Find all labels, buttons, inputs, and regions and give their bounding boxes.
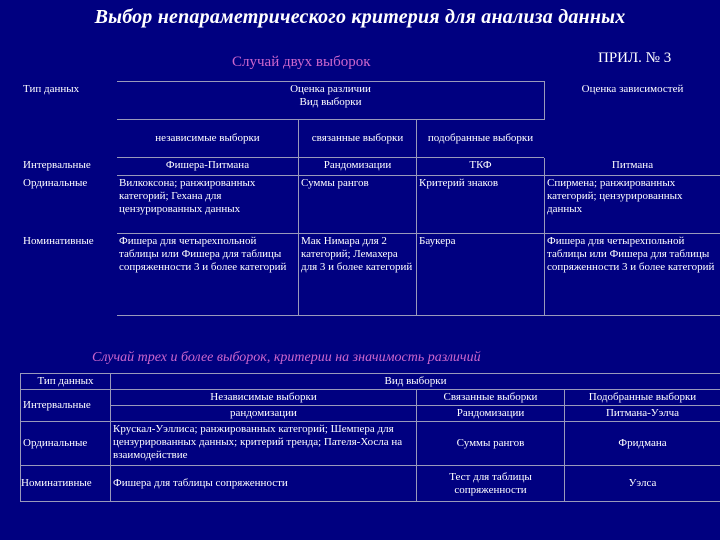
cell-matched: Критерий знаков	[417, 176, 545, 234]
header-independent: Независимые выборки	[111, 390, 417, 406]
appendix-label: ПРИЛ. № 3	[598, 50, 672, 66]
table-row	[21, 466, 720, 502]
cell-dependence: Питмана	[545, 158, 720, 176]
cell-independent: Фишера для четырехпольной таблицы или Фишера для таблицы сопряженности 3 и более категорий	[117, 234, 299, 316]
header-data-type: Тип данных	[21, 374, 111, 390]
row-type: Ординальные	[21, 422, 111, 466]
header-dependence: Оценка зависимостей	[581, 83, 684, 95]
multi-samples-table	[20, 373, 720, 502]
header-data-type: Тип данных	[23, 83, 80, 95]
two-samples-table	[20, 81, 720, 316]
header-difference-label: Оценка различии	[290, 83, 371, 95]
table-row	[21, 158, 720, 176]
table-row	[21, 406, 720, 422]
cell-independent: Фишера для таблицы сопряженности	[111, 466, 417, 502]
cell-matched: Фридмана	[565, 422, 720, 466]
cell-dependence: Спирмена; ранжированных категорий; цензурированных данных	[545, 176, 720, 234]
header-sample-kind: Вид выборки	[111, 374, 720, 390]
cell-related: Суммы рангов	[417, 422, 565, 466]
cell-related: Тест для таблицы сопряженности	[417, 466, 565, 502]
table-row	[21, 176, 720, 234]
cell-related: Мак Нимара для 2 категорий; Лемахера для 3 и более категорий	[299, 234, 417, 316]
cell-related: Рандомизации	[417, 406, 565, 422]
header-matched: Подобранные выборки	[565, 390, 720, 406]
cell-matched: Уэлса	[565, 466, 720, 502]
cell-dependence: Фишера для четырехпольной таблицы или Фишера для таблицы сопряженности 3 и более категорий	[545, 234, 720, 316]
header-matched: подобранные выборки	[417, 120, 545, 158]
table-row	[21, 422, 720, 466]
cell-matched: ТКФ	[417, 158, 545, 176]
section2-subtitle: Случай трех и более выборок, критерии на значимость различий	[92, 350, 481, 365]
section1-subtitle: Случай двух выборок	[232, 54, 371, 70]
cell-related: Рандомизации	[299, 158, 417, 176]
row-type: Номинативные	[23, 235, 94, 247]
row-type: Номинативные	[21, 466, 111, 502]
table-row	[21, 234, 720, 316]
page-title: Выбор непараметрического критерия для анализа данных	[94, 6, 626, 28]
row-type: Ординальные	[23, 177, 88, 189]
cell-related: Суммы рангов	[299, 176, 417, 234]
cell-matched: Баукера	[417, 234, 545, 316]
row-type: Интервальные	[21, 390, 111, 422]
row-type: Интервальные	[23, 159, 91, 171]
cell-independent: Вилкоксона; ранжированных категорий; Гехана для цензурированных данных	[117, 176, 299, 234]
header-independent: независимые выборки	[117, 120, 299, 158]
cell-independent: Крускал-Уэллиса; ранжированных категорий; Шемпера для цензурированных данных; критерий тренда; Пателя-Хосла на взаимодействие	[111, 422, 417, 466]
header-related: Связанные выборки	[417, 390, 565, 406]
cell-independent: рандомизации	[111, 406, 417, 422]
cell-independent: Фишера-Питмана	[117, 158, 299, 176]
header-sample-kind: Вид выборки	[299, 96, 362, 108]
cell-matched: Питмана-Уэлча	[565, 406, 720, 422]
header-related: связанные выборки	[299, 120, 417, 158]
header-difference	[117, 82, 545, 120]
